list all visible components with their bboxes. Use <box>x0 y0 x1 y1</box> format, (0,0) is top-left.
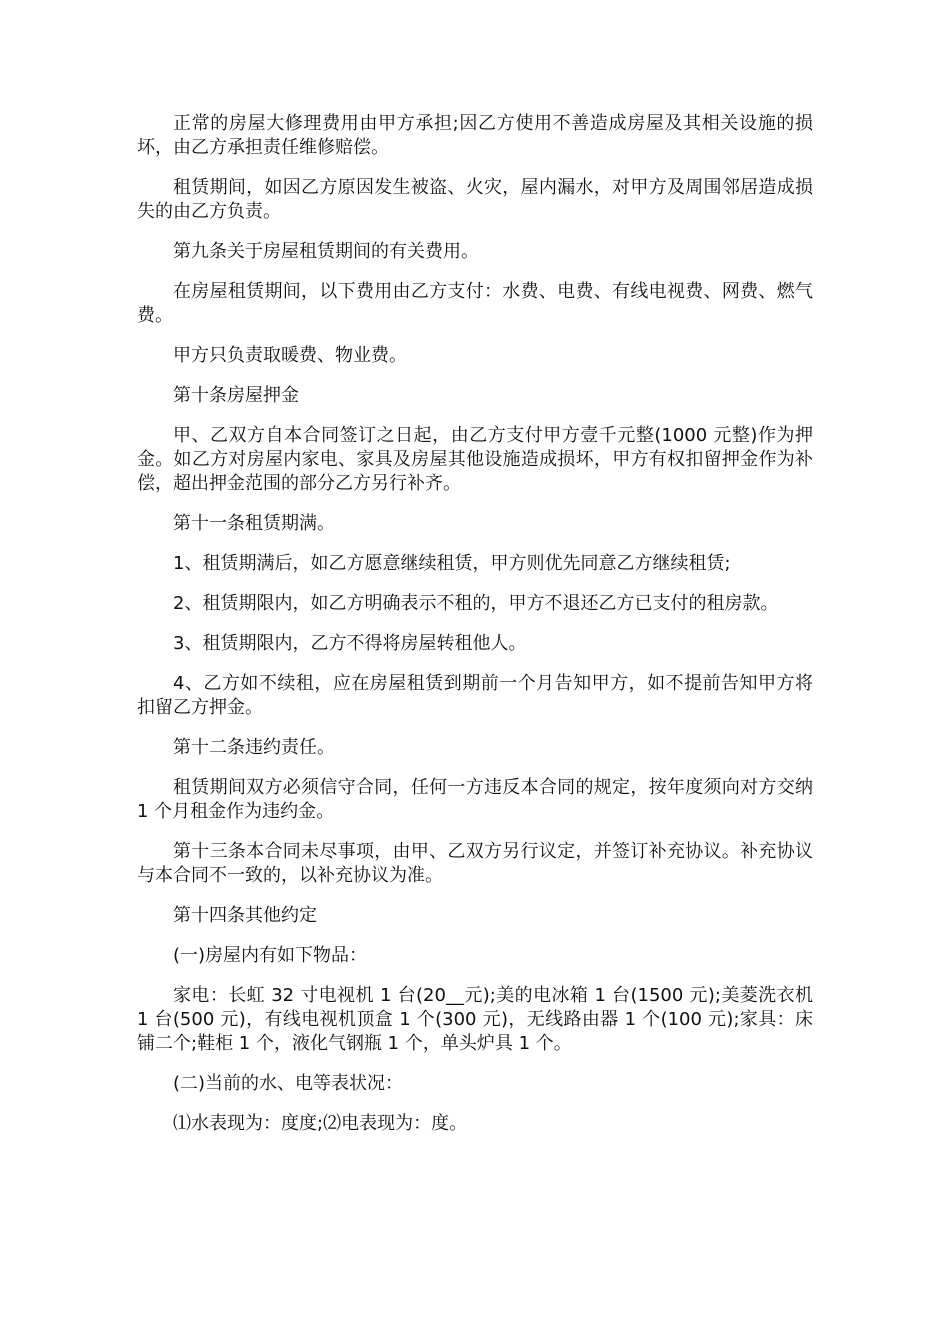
list-item-4: 4、乙方如不续租，应在房屋租赁到期前一个月告知甲方，如不提前告知甲方将扣留乙方押金。 <box>137 673 813 718</box>
paragraph-items-list: 家电：长虹 32 寸电视机 1 台(20__元);美的电冰箱 1 台(1500 元);美菱洗衣机 1 台(500 元)，有线电视机顶盒 1 个(300 元)，无线路由器 1 个(100 元);家具：床铺二个;鞋柜 1 个，液化气钢瓶 1 个，单头炉具 1 个。 <box>137 985 813 1054</box>
list-item-3: 3、租赁期限内，乙方不得将房屋转租他人。 <box>173 633 527 654</box>
heading-article-12: 第十二条违约责任。 <box>173 737 335 758</box>
heading-article-11: 第十一条租赁期满。 <box>173 513 335 534</box>
paragraph-meter-readings: ⑴水表现为：度度;⑵电表现为：度。 <box>173 1113 468 1134</box>
heading-article-14: 第十四条其他约定 <box>173 905 317 926</box>
paragraph-repair-costs: 正常的房屋大修理费用由甲方承担;因乙方使用不善造成房屋及其相关设施的损坏，由乙方承担责任维修赔偿。 <box>137 113 813 158</box>
list-item-1: 1、租赁期满后，如乙方愿意继续租赁，甲方则优先同意乙方继续租赁; <box>173 553 731 574</box>
heading-article-9: 第九条关于房屋租赁期间的有关费用。 <box>173 241 479 262</box>
list-item-2: 2、租赁期限内，如乙方明确表示不租的，甲方不退还乙方已支付的租房款。 <box>173 593 779 614</box>
subheading-meters: (二)当前的水、电等表状况： <box>173 1073 404 1094</box>
paragraph-tenant-fees: 在房屋租赁期间，以下费用由乙方支付：水费、电费、有线电视费、网费、燃气费。 <box>137 281 813 326</box>
heading-article-10: 第十条房屋押金 <box>173 385 299 406</box>
paragraph-breach: 租赁期间双方必须信守合同，任何一方违反本合同的规定，按年度须向对方交纳 1 个月租金作为违约金。 <box>137 777 813 822</box>
paragraph-article-13: 第十三条本合同未尽事项，由甲、乙双方另行议定，并签订补充协议。补充协议与本合同不一致的，以补充协议为准。 <box>137 841 813 886</box>
document-body <box>137 112 813 1152</box>
paragraph-deposit: 甲、乙双方自本合同签订之日起，由乙方支付甲方壹千元整(1000 元整)作为押金。如乙方对房屋内家电、家具及房屋其他设施造成损坏，甲方有权扣留押金作为补偿，超出押金范围的部分乙方另行补齐。 <box>137 425 813 494</box>
subheading-items: (一)房屋内有如下物品： <box>173 945 368 966</box>
paragraph-landlord-fees: 甲方只负责取暖费、物业费。 <box>173 345 407 366</box>
paragraph-loss-liability: 租赁期间，如因乙方原因发生被盗、火灾，屋内漏水，对甲方及周围邻居造成损失的由乙方负责。 <box>137 177 813 222</box>
